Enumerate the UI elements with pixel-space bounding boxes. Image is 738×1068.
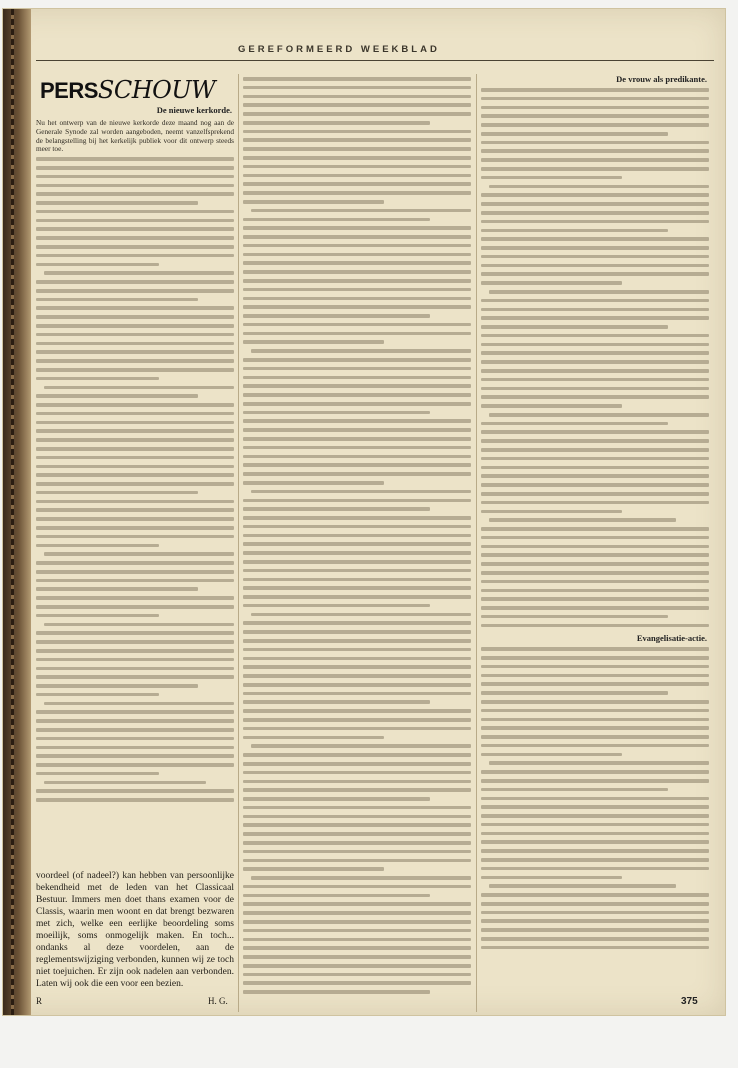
text-line-placeholder	[243, 138, 471, 142]
text-line-placeholder	[251, 490, 471, 494]
text-line-placeholder	[481, 562, 709, 566]
text-line-placeholder	[481, 334, 709, 338]
text-line-placeholder	[481, 483, 709, 487]
text-line-placeholder	[251, 744, 471, 748]
text-line-placeholder	[36, 737, 234, 741]
text-line-placeholder	[243, 753, 471, 757]
text-line-placeholder	[36, 772, 159, 776]
text-line-placeholder	[243, 894, 430, 898]
text-line-placeholder	[481, 545, 709, 549]
text-line-placeholder	[481, 536, 709, 540]
text-line-placeholder	[36, 438, 234, 442]
text-line-placeholder	[243, 455, 471, 459]
text-line-placeholder	[36, 746, 234, 750]
text-line-placeholder	[481, 430, 709, 434]
text-line-placeholder	[36, 631, 234, 635]
text-line-placeholder	[243, 674, 471, 678]
text-line-placeholder	[243, 859, 471, 863]
text-line-placeholder	[251, 613, 471, 617]
text-line-placeholder	[243, 648, 471, 652]
text-line-placeholder	[243, 665, 471, 669]
text-line-placeholder	[243, 270, 471, 274]
text-line-placeholder	[243, 261, 471, 265]
text-line-placeholder	[36, 798, 234, 802]
article-opening: Nu het ontwerp van de nieuwe kerkorde deze maand nog aan de Generale Synode zal worden aangeboden, neemt vanzelfsprekend de belangstelling bij het kerkelijk publiek voor dit ontwerp steeds meer toe.	[36, 118, 234, 154]
text-line-placeholder	[481, 158, 709, 162]
text-line-placeholder	[36, 684, 198, 688]
text-line-placeholder	[243, 727, 471, 731]
text-line-placeholder	[481, 255, 709, 259]
text-line-placeholder	[243, 955, 471, 959]
text-line-placeholder	[36, 324, 234, 328]
text-line-placeholder	[243, 823, 471, 827]
text-line-placeholder	[489, 413, 709, 417]
text-line-placeholder	[36, 210, 234, 214]
text-line-placeholder	[481, 176, 622, 180]
text-line-placeholder	[243, 911, 471, 915]
text-line-placeholder	[243, 700, 430, 704]
text-line-placeholder	[243, 780, 471, 784]
text-line-placeholder	[481, 726, 709, 730]
text-line-placeholder	[481, 132, 668, 136]
text-line-placeholder	[243, 358, 471, 362]
text-line-placeholder	[36, 227, 234, 231]
text-line-placeholder	[489, 884, 676, 888]
text-line-placeholder	[36, 377, 159, 381]
text-line-placeholder	[36, 245, 234, 249]
text-line-placeholder	[243, 718, 471, 722]
text-line-placeholder	[481, 422, 668, 426]
text-line-placeholder	[481, 448, 709, 452]
text-line-placeholder	[243, 867, 384, 871]
text-line-placeholder	[243, 902, 471, 906]
text-line-placeholder	[243, 964, 471, 968]
text-line-placeholder	[243, 323, 471, 327]
text-line-placeholder	[243, 946, 471, 950]
text-line-placeholder	[481, 580, 709, 584]
text-line-placeholder	[481, 510, 622, 514]
text-line-placeholder	[481, 647, 709, 651]
text-line-placeholder	[243, 990, 430, 994]
text-line-placeholder	[481, 858, 709, 862]
text-line-placeholder	[36, 561, 234, 565]
text-line-placeholder	[243, 604, 430, 608]
text-line-placeholder	[481, 571, 709, 575]
text-line-placeholder	[481, 141, 709, 145]
text-line-placeholder	[481, 937, 709, 941]
text-line-placeholder	[489, 518, 676, 522]
text-line-placeholder	[243, 182, 471, 186]
text-line-placeholder	[36, 693, 159, 697]
text-line-placeholder	[489, 290, 709, 294]
text-line-placeholder	[481, 814, 709, 818]
text-line-placeholder	[36, 544, 159, 548]
text-line-placeholder	[243, 973, 471, 977]
text-line-placeholder	[36, 719, 234, 723]
text-line-placeholder	[243, 130, 471, 134]
text-line-placeholder	[36, 175, 234, 179]
text-line-placeholder	[243, 95, 471, 99]
text-line-placeholder	[481, 946, 709, 950]
text-line-placeholder	[481, 911, 709, 915]
text-line-placeholder	[44, 623, 234, 627]
text-line-placeholder	[481, 876, 622, 880]
text-line-placeholder	[481, 797, 709, 801]
text-line-placeholder	[44, 702, 234, 706]
text-line-placeholder	[481, 492, 709, 496]
text-line-placeholder	[481, 211, 709, 215]
column-2	[243, 74, 471, 1012]
text-line-placeholder	[36, 447, 234, 451]
text-line-placeholder	[243, 86, 471, 90]
text-line-placeholder	[481, 369, 709, 373]
text-line-placeholder	[481, 457, 709, 461]
signature-left: R	[36, 996, 43, 1006]
page-binding	[3, 9, 31, 1015]
text-line-placeholder	[481, 674, 709, 678]
text-line-placeholder	[243, 156, 471, 160]
text-line-placeholder	[243, 542, 471, 546]
text-line-placeholder	[36, 517, 234, 521]
text-line-placeholder	[481, 779, 709, 783]
text-line-placeholder	[36, 579, 234, 583]
text-line-placeholder	[481, 928, 709, 932]
text-line-placeholder	[243, 762, 471, 766]
text-line-placeholder	[243, 419, 471, 423]
text-line-placeholder	[243, 218, 430, 222]
text-line-placeholder	[481, 114, 709, 118]
text-line-placeholder	[243, 191, 471, 195]
text-line-placeholder	[243, 499, 471, 503]
text-line-placeholder	[243, 692, 471, 696]
text-line-placeholder	[481, 220, 709, 224]
text-line-placeholder	[481, 700, 709, 704]
text-line-placeholder	[481, 718, 709, 722]
text-line-placeholder	[481, 805, 709, 809]
text-line-placeholder	[243, 340, 384, 344]
text-line-placeholder	[481, 246, 709, 250]
text-line-placeholder	[481, 624, 709, 628]
text-line-placeholder	[36, 535, 234, 539]
text-line-placeholder	[243, 411, 430, 415]
text-line-placeholder	[36, 350, 234, 354]
text-line-placeholder	[36, 236, 234, 240]
text-line-placeholder	[36, 596, 234, 600]
text-line-placeholder	[36, 315, 234, 319]
text-line-placeholder	[481, 106, 709, 110]
text-line-placeholder	[243, 77, 471, 81]
text-line-placeholder	[36, 508, 234, 512]
continued-article	[36, 870, 234, 990]
text-line-placeholder	[36, 491, 198, 495]
text-line-placeholder	[243, 367, 471, 371]
text-line-placeholder	[36, 359, 234, 363]
text-line-placeholder	[36, 500, 234, 504]
text-line-placeholder	[36, 754, 234, 758]
text-line-placeholder	[481, 439, 709, 443]
text-line-placeholder	[44, 552, 234, 556]
text-line-placeholder	[36, 640, 234, 644]
text-line-placeholder	[481, 840, 709, 844]
text-line-placeholder	[243, 885, 471, 889]
section-heading: De vrouw als predikante.	[616, 74, 707, 84]
text-line-placeholder	[243, 639, 471, 643]
text-line-placeholder	[243, 314, 430, 318]
text-line-placeholder	[243, 147, 471, 151]
text-line-placeholder	[481, 378, 709, 382]
text-line-placeholder	[243, 279, 471, 283]
text-line-placeholder	[36, 184, 234, 188]
text-line-placeholder	[36, 789, 234, 793]
text-line-placeholder	[481, 360, 709, 364]
text-line-placeholder	[481, 823, 709, 827]
text-line-placeholder	[481, 466, 709, 470]
text-line-placeholder	[481, 589, 709, 593]
text-line-placeholder	[36, 280, 234, 284]
text-line-placeholder	[36, 473, 234, 477]
text-line-placeholder	[243, 806, 471, 810]
text-line-placeholder	[243, 516, 471, 520]
text-line-placeholder	[481, 123, 709, 127]
page-number: 375	[681, 996, 698, 1007]
text-line-placeholder	[243, 815, 471, 819]
text-line-placeholder	[243, 384, 471, 388]
text-line-placeholder	[36, 605, 234, 609]
text-line-placeholder	[243, 288, 471, 292]
text-line-placeholder	[243, 507, 430, 511]
text-line-placeholder	[489, 761, 709, 765]
column-divider	[476, 74, 477, 1012]
body-text-block	[243, 77, 471, 994]
text-line-placeholder	[36, 710, 234, 714]
text-line-placeholder	[481, 149, 709, 153]
text-line-placeholder	[243, 174, 471, 178]
text-line-placeholder	[481, 744, 709, 748]
text-line-placeholder	[36, 763, 234, 767]
text-line-placeholder	[481, 272, 709, 276]
text-line-placeholder	[243, 437, 471, 441]
text-line-placeholder	[481, 474, 709, 478]
text-line-placeholder	[481, 202, 709, 206]
text-line-placeholder	[481, 299, 709, 303]
text-line-placeholder	[481, 88, 709, 92]
text-line-placeholder	[481, 606, 709, 610]
text-line-placeholder	[481, 167, 709, 171]
text-line-placeholder	[481, 308, 709, 312]
text-line-placeholder	[36, 614, 159, 618]
column-1	[36, 74, 234, 852]
text-line-placeholder	[36, 394, 198, 398]
section-heading: De nieuwe kerkorde.	[156, 105, 232, 115]
text-line-placeholder	[243, 841, 471, 845]
text-line-placeholder	[481, 351, 709, 355]
text-line-placeholder	[36, 649, 234, 653]
perschouw-logo: PERSSCHOUW	[40, 76, 216, 104]
text-line-placeholder	[243, 595, 471, 599]
text-line-placeholder	[481, 691, 668, 695]
text-line-placeholder	[481, 264, 709, 268]
text-line-placeholder	[243, 165, 471, 169]
text-line-placeholder	[243, 788, 471, 792]
text-line-placeholder	[481, 753, 622, 757]
text-line-placeholder	[243, 297, 471, 301]
text-line-placeholder	[481, 193, 709, 197]
text-line-placeholder	[36, 254, 234, 258]
text-line-placeholder	[481, 682, 709, 686]
text-line-placeholder	[44, 781, 206, 785]
text-line-placeholder	[243, 305, 471, 309]
text-line-placeholder	[36, 306, 234, 310]
text-line-placeholder	[243, 709, 471, 713]
text-line-placeholder	[243, 525, 471, 529]
text-line-placeholder	[251, 876, 471, 880]
text-line-placeholder	[481, 665, 709, 669]
column-3	[481, 74, 709, 1012]
text-line-placeholder	[36, 412, 234, 416]
text-line-placeholder	[243, 797, 430, 801]
text-line-placeholder	[243, 481, 384, 485]
text-line-placeholder	[481, 770, 709, 774]
text-line-placeholder	[243, 938, 471, 942]
text-line-placeholder	[243, 121, 430, 125]
text-line-placeholder	[243, 253, 471, 257]
text-line-placeholder	[481, 281, 622, 285]
text-line-placeholder	[36, 298, 198, 302]
text-line-placeholder	[44, 271, 234, 275]
text-line-placeholder	[243, 376, 471, 380]
text-line-placeholder	[243, 244, 471, 248]
text-line-placeholder	[243, 200, 384, 204]
text-line-placeholder	[481, 832, 709, 836]
text-line-placeholder	[243, 112, 471, 116]
text-line-placeholder	[481, 97, 709, 101]
text-line-placeholder	[243, 569, 471, 573]
text-line-placeholder	[243, 235, 471, 239]
text-line-placeholder	[243, 551, 471, 555]
text-line-placeholder	[243, 393, 471, 397]
text-line-placeholder	[36, 658, 234, 662]
text-line-placeholder	[243, 920, 471, 924]
header-rule	[36, 60, 714, 61]
text-line-placeholder	[481, 919, 709, 923]
text-line-placeholder	[36, 166, 234, 170]
text-line-placeholder	[36, 675, 234, 679]
text-line-placeholder	[243, 771, 471, 775]
text-line-placeholder	[36, 667, 234, 671]
text-line-placeholder	[243, 463, 471, 467]
text-line-placeholder	[243, 850, 471, 854]
text-line-placeholder	[481, 343, 709, 347]
text-line-placeholder	[481, 849, 709, 853]
text-line-placeholder	[243, 534, 471, 538]
text-line-placeholder	[36, 421, 234, 425]
text-line-placeholder	[36, 263, 159, 267]
text-line-placeholder	[481, 395, 709, 399]
text-line-placeholder	[36, 368, 234, 372]
text-line-placeholder	[243, 428, 471, 432]
text-line-placeholder	[44, 386, 234, 390]
text-line-placeholder	[36, 201, 198, 205]
text-line-placeholder	[481, 237, 709, 241]
text-line-placeholder	[243, 560, 471, 564]
text-line-placeholder	[481, 735, 709, 739]
text-line-placeholder	[243, 981, 471, 985]
text-line-placeholder	[36, 333, 234, 337]
text-line-placeholder	[36, 429, 234, 433]
body-text-block	[481, 647, 709, 949]
text-line-placeholder	[481, 709, 709, 713]
text-line-placeholder	[36, 482, 234, 486]
text-line-placeholder	[481, 867, 709, 871]
text-line-placeholder	[36, 587, 198, 591]
text-line-placeholder	[36, 403, 234, 407]
text-line-placeholder	[243, 578, 471, 582]
text-line-placeholder	[243, 226, 471, 230]
text-line-placeholder	[481, 316, 709, 320]
text-line-placeholder	[481, 902, 709, 906]
text-line-placeholder	[481, 893, 709, 897]
text-line-placeholder	[243, 472, 471, 476]
text-line-placeholder	[243, 929, 471, 933]
text-line-placeholder	[36, 289, 234, 293]
body-text-block	[481, 88, 709, 627]
text-line-placeholder	[481, 501, 709, 505]
text-line-placeholder	[251, 349, 471, 353]
text-line-placeholder	[481, 615, 668, 619]
text-line-placeholder	[481, 597, 709, 601]
text-line-placeholder	[481, 527, 709, 531]
text-line-placeholder	[481, 229, 668, 233]
text-line-placeholder	[243, 402, 471, 406]
text-line-placeholder	[36, 342, 234, 346]
column-divider	[238, 74, 239, 1012]
text-line-placeholder	[489, 185, 709, 189]
text-line-placeholder	[243, 103, 471, 107]
text-line-placeholder	[481, 387, 709, 391]
text-line-placeholder	[481, 325, 668, 329]
text-line-placeholder	[243, 630, 471, 634]
text-line-placeholder	[481, 788, 668, 792]
text-line-placeholder	[36, 456, 234, 460]
text-line-placeholder	[481, 656, 709, 660]
text-line-placeholder	[243, 683, 471, 687]
text-line-placeholder	[243, 332, 471, 336]
body-text-block	[36, 157, 234, 802]
text-line-placeholder	[36, 570, 234, 574]
text-line-placeholder	[481, 553, 709, 557]
text-line-placeholder	[36, 157, 234, 161]
signature-right: H. G.	[208, 996, 228, 1006]
text-line-placeholder	[481, 404, 622, 408]
text-line-placeholder	[36, 465, 234, 469]
text-line-placeholder	[243, 832, 471, 836]
text-line-placeholder	[243, 446, 471, 450]
text-line-placeholder	[243, 586, 471, 590]
text-line-placeholder	[243, 657, 471, 661]
text-line-placeholder	[243, 621, 471, 625]
text-line-placeholder	[251, 209, 471, 213]
continued-paragraph: voordeel (of nadeel?) kan hebben van persoonlijke bekendheid met de leden van het Classicaal Bestuur. Immers men doet thans examen voor de Classis, waarin men woont en dat brengt bezwaren met zich, welke een eerlijke beoordeling soms moeilijk, soms onmogelijk maken. En toch... ondanks al deze voordelen, aan de reglementswijziging verbonden, kunnen wij ze toch niet toejuichen. Er zijn ook nadelen aan verbonden. Laten wij ook die een voor een bezien.	[36, 871, 234, 989]
text-line-placeholder	[36, 526, 234, 530]
text-line-placeholder	[36, 219, 234, 223]
running-header: GEREFORMEERD WEEKBLAD	[238, 44, 440, 55]
section-heading: Evangelisatie-actie.	[636, 633, 707, 644]
text-line-placeholder	[243, 736, 384, 740]
text-line-placeholder	[36, 728, 234, 732]
text-line-placeholder	[36, 192, 234, 196]
